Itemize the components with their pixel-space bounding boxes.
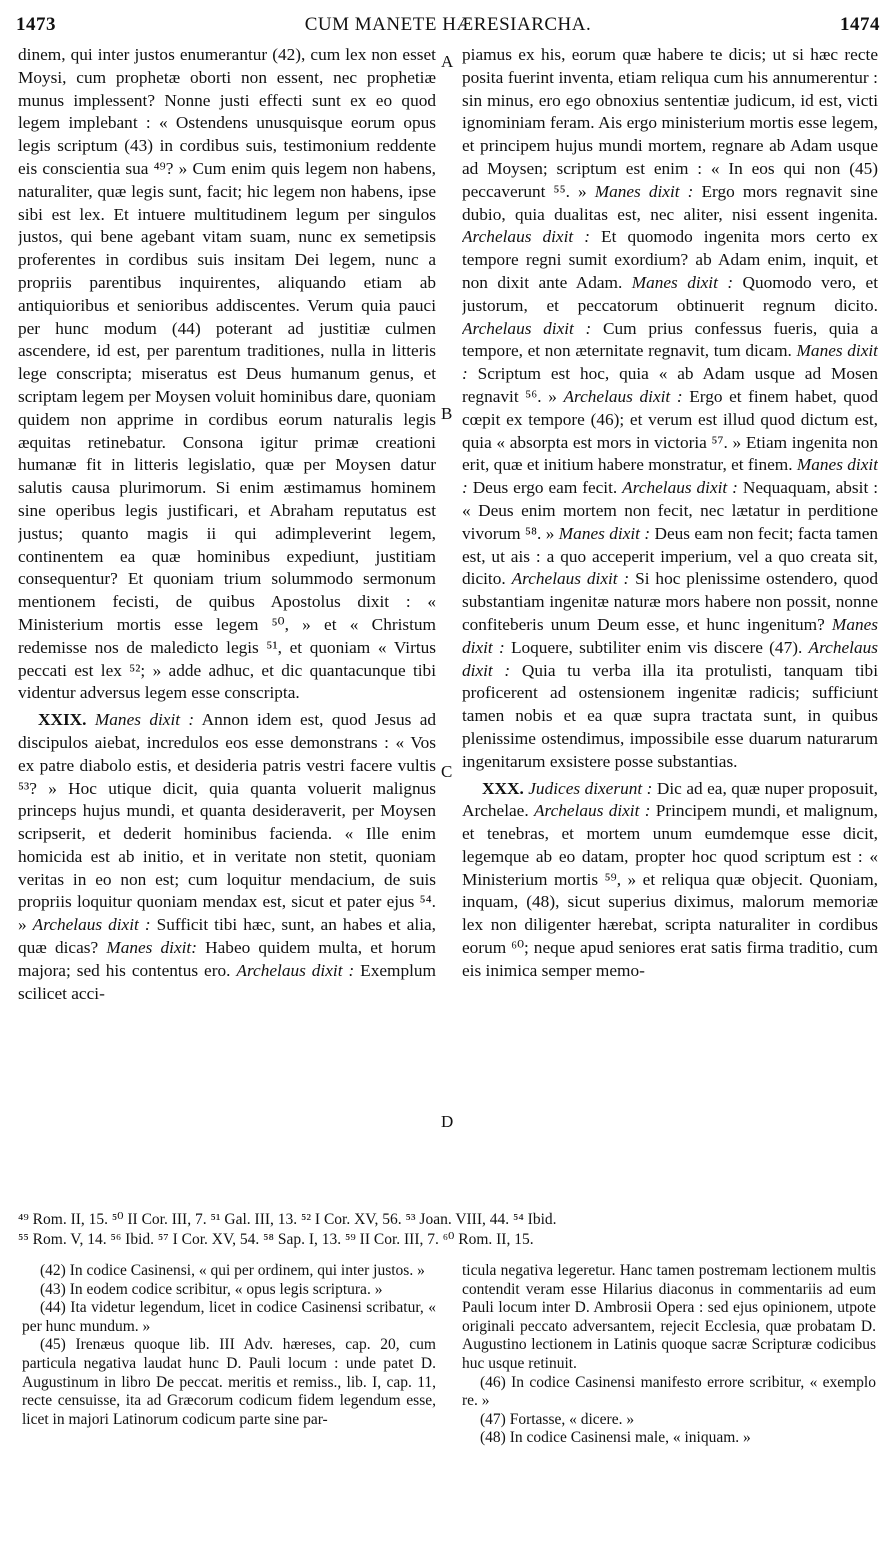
section-xxix — [18, 709, 436, 1005]
speech-text: Loquere, subtiliter enim vis discere (47). — [504, 637, 803, 657]
speaker-label: Manes dixit : — [462, 341, 878, 384]
speaker-label: Manes dixit: — [106, 938, 197, 958]
margin-marker-b: B — [441, 404, 453, 423]
speech-text: Exemplum scilicet acci- — [18, 960, 436, 1003]
speaker-label: Manes dixit : — [594, 181, 694, 201]
speaker-label: Manes dixit : — [558, 523, 651, 543]
speech-text: Quia tu verba illa ita protulisti, tanquam tibi proficerent ad ostensionem ingenitæ radicis; sufficiunt tamen nobis et ea quæ supra tractata sunt, in quibus plenissime ostendimus, impossibile esse duarum naturarum ingenitarum exsistere posse substantias. — [462, 660, 878, 771]
speaker-label: Archelaus dixit : — [32, 915, 151, 935]
left-column-continuation: dinem, qui inter justos enumerantur (42), cum lex non esset Moysi, cum prophetæ oborti non essent, nec prophetiæ munus implessent? Nonne justi effecti sunt ex eo quod legem implebant : « Ostendens unusquisque eorum opus legis scriptum (43) in cordibus suis, testimonium reddente eis conscientia sua ⁴⁹? » Cum enim quis legem non habens, naturaliter, quæ legis sunt, facit; hic legem non habens, ipse sibi est lex. Et intuere multitudinem legum per singulos justos, qui bene agebant vitam suam, nunc ex semetipsis proferentes in cordibus suis insitam Dei legem, nunc a propriis parentibus inquirentes, aliquando etiam ab antiquioribus et senioribus addiscentes. Verum quia pauci per hunc modum (44) poterant ad justitiæ culmen ascendere, id est, per parentum traditiones, nulla in litteris lege conscripta; miseratus est Deus humanum genus, et scriptam legem per Moysen voluit hominibus dare, quoniam quidem non apprime in cordibus eorum naturalis legis æquitas retinebatur. Consona igitur primæ creationi humanæ fit in litteris legislatio, quæ per Moysen datur salutis causa plurimorum. Si enim æstimamus hominem sine operibus legis justificari, et Abraham reputatus est justus; quanto magis ii qui adimpleverint legem, continentem ea quæ hominibus expediunt, justitiam consequentur? Et quoniam trium solummodo sermonum mentionem fecisti, de quibus Apostolus dixit : « Ministerium mortis esse legem ⁵⁰, » et « Christum redemisse nos de maledicto legis ⁵¹, et quoniam « Virtus peccati est lex ⁵²; » adde adhuc, et dic quantacunque tibi videntur adversus legem esse conscripta. — [18, 45, 436, 703]
footnote-continuation: ticula negativa legeretur. Hanc tamen postremam lectionem multis contendit veram esse Hilarius diaconus in commentariis ad eum Pauli locum inter D. Ambrosii Opera : sed ejus opinionem, utpote originali peccato adversantem, rejecit Ecclesia, quæ probatam D. Augustino lectionem in Latinis quoque sacræ Scripturæ codicibus huc usque retinuit. — [462, 1262, 876, 1372]
footnote: (47) Fortasse, « dicere. » — [480, 1410, 635, 1428]
running-title: CUM MANETE HÆRESIARCHA. — [304, 14, 592, 35]
speaker-label: Archelaus dixit : — [511, 569, 630, 589]
footnote: (42) In codice Casinensi, « qui per ordinem, qui inter justos. » — [40, 1262, 425, 1279]
margin-marker-c: C — [441, 762, 453, 781]
speech-text: Et quomodo ingenita mors certo ex tempore regni sumit exordium? ab Adam enim, inquit, et non dixit ante Adam. — [462, 227, 878, 292]
reference-line: ⁴⁹ Rom. II, 15. ⁵⁰ II Cor. III, 7. ⁵¹ Gal. III, 13. ⁵² I Cor. XV, 56. ⁵³ Joan. VIII, 44. ⁵⁴ Ibid. — [18, 1211, 557, 1228]
footnote: (45) Irenæus quoque lib. III Adv. hæreses, cap. 20, cum particula negativa laudat hunc D. Pauli locum : unde patet D. Augustinum in libro De peccat. meritis et remiss., lib. I, cap. 11, recte censuisse, ita ad Græcorum codicum fidem legendum esse, licet in majori Latinorum codicum parte sine par- — [22, 1336, 436, 1428]
speech-text: Dic ad ea, quæ nuper proposuit, Archelae. — [462, 778, 878, 821]
reference-line: ⁵⁵ Rom. V, 14. ⁵⁶ Ibid. ⁵⁷ I Cor. XV, 54. ⁵⁸ Sap. I, 13. ⁵⁹ II Cor. III, 7. ⁶⁰ Rom. II, 15. — [18, 1231, 534, 1248]
scripture-references — [18, 1210, 878, 1250]
speech-text: Habeo quidem multa, et horum majora; sed his contentus ero. — [18, 938, 436, 980]
speech-text: Ergo et finem habet, quod cœpit ex tempore (46); et verum est illud quod dictum est, quia « absorpta est mors in victoria ⁵⁷. » Etiam ingenita non erit, quæ et initium habere monstratur, et finem. — [462, 386, 878, 475]
speech-text: Scriptum est hoc, quia « ab Adam usque ad Mosen regnavit ⁵⁶. » — [462, 364, 878, 406]
section-number: XXX. — [482, 778, 524, 798]
footnote: (48) In codice Casinensi male, « iniquam. » — [480, 1429, 751, 1447]
speech-text: Cum prius confessus fueris, quia a tempore, et non æternitate regnavit, tum dicam. — [462, 318, 878, 361]
footnote: (46) In codice Casinensi manifesto errore scribitur, « exemplo re. » — [462, 1373, 876, 1410]
speaker-label: Judices dixerunt : — [528, 778, 653, 798]
speaker-label: Manes dixit : — [462, 614, 878, 657]
speech-text: Sufficit tibi hæc, sunt, an habes et alia, quæ dicas? — [18, 915, 436, 958]
speaker-label: Manes dixit : — [94, 710, 195, 730]
speech-text: piamus ex his, eorum quæ habere te dicis; ut si hæc recte posita fuerint inventa, etiam reliqua cum his annumerentur : sin minus, ero ego obnoxius sententiæ judicum, id est, victi ignominiam feram. Ais ergo ministerium mortis esse legem, et principem hujus mundi mortem, regnare ab Adam usque ad Moysen; scriptum est enim : « In eos qui non (45) peccaverunt ⁵⁵. » — [462, 45, 878, 201]
right-column — [462, 44, 878, 1194]
speech-text: Ergo mors regnavit sine dubio, quia dualitas est, nec aliter, nisi essent ingenita. — [462, 181, 878, 224]
right-column-continuation — [462, 44, 878, 774]
margin-marker-d: D — [441, 1112, 454, 1131]
page-number-left: 1473 — [16, 14, 56, 35]
speech-text: Quomodo vero, et justorum, et peccatorum obtinuerit regnum dicito. — [462, 272, 878, 315]
speaker-label: Archelaus dixit : — [236, 960, 355, 980]
speech-text: Nequaquam, absit : « Deus enim mortem non fecit, nec lætatur in perditione vivorum ⁵⁸. » — [462, 478, 878, 543]
running-header — [14, 6, 882, 36]
speaker-label: Archelaus dixit : — [462, 227, 590, 247]
speaker-label: Archelaus dixit : — [533, 801, 651, 821]
footnote: (44) Ita videtur legendum, licet in codice Casinensi scribatur, « per hunc mundum. » — [22, 1299, 436, 1335]
footnotes-right — [462, 1262, 876, 1532]
speaker-label: Archelaus dixit : — [622, 478, 738, 498]
speaker-label: Archelaus dixit : — [462, 318, 592, 338]
margin-marker-a: A — [441, 52, 454, 71]
speech-text: Annon idem est, quod Jesus ad discipulos aiebat, incredulos eos esse demonstrans : « Vos ex patre diabolo estis, et desideria patris vestri facere vultis ⁵³? » Hoc utique dicit, quia quanta voluerit malignus princeps hujus mundi, et quanta desideraverit, per Moysen scripserit, et dederit hominibus facienda. « Ille enim homicida est ab initio, et in veritate non stetit, quoniam veritas in eo non est; cum loquitur mendacium, de suis propriis loquitur quoniam mendax est, sicut et pater ejus ⁵⁴. » — [18, 710, 436, 935]
section-xxx — [462, 778, 878, 983]
speech-text: Principem mundi, et malignum, et tenebras, et mortem unum eumdemque esse dicit, legemque ab eo datam, propter hoc quod scriptum est : « Ministerium mortis ⁵⁹, » et reliqua quæ objecit. Quoniam, inquam, (48), sicut superius diximus, malorum memoriæ lex non diligenter hærebat, scripta naturaliter in cordibus eorum ⁶⁰; neque apud seniores erat satis firma traditio, cum eis inimica semper memo- — [462, 801, 878, 980]
speech-text: Deus eam non fecit; facta tamen est, ut ais : a quo acceperit imperium, vel a quo creata sit, dicito. — [462, 523, 878, 589]
speaker-label: Manes dixit : — [462, 455, 878, 498]
left-column — [18, 44, 436, 1194]
page-number-right: 1474 — [840, 14, 880, 35]
speaker-label: Archelaus dixit : — [563, 386, 683, 406]
footnote: (43) In eodem codice scribitur, « opus legis scriptura. » — [40, 1280, 383, 1298]
footnotes-left — [22, 1262, 436, 1532]
speaker-label: Manes dixit : — [631, 272, 734, 292]
speaker-label: Archelaus dixit : — [462, 637, 878, 680]
speech-text: Deus ergo eam fecit. — [467, 478, 618, 498]
section-number: XXIX. — [38, 710, 87, 730]
speech-text: Si hoc plenissime ostendero, quod substantiam ingenitæ naturæ mors habere non possit, nonne confiteberis unum Deum esse, et hunc ingenitum? — [462, 569, 878, 634]
